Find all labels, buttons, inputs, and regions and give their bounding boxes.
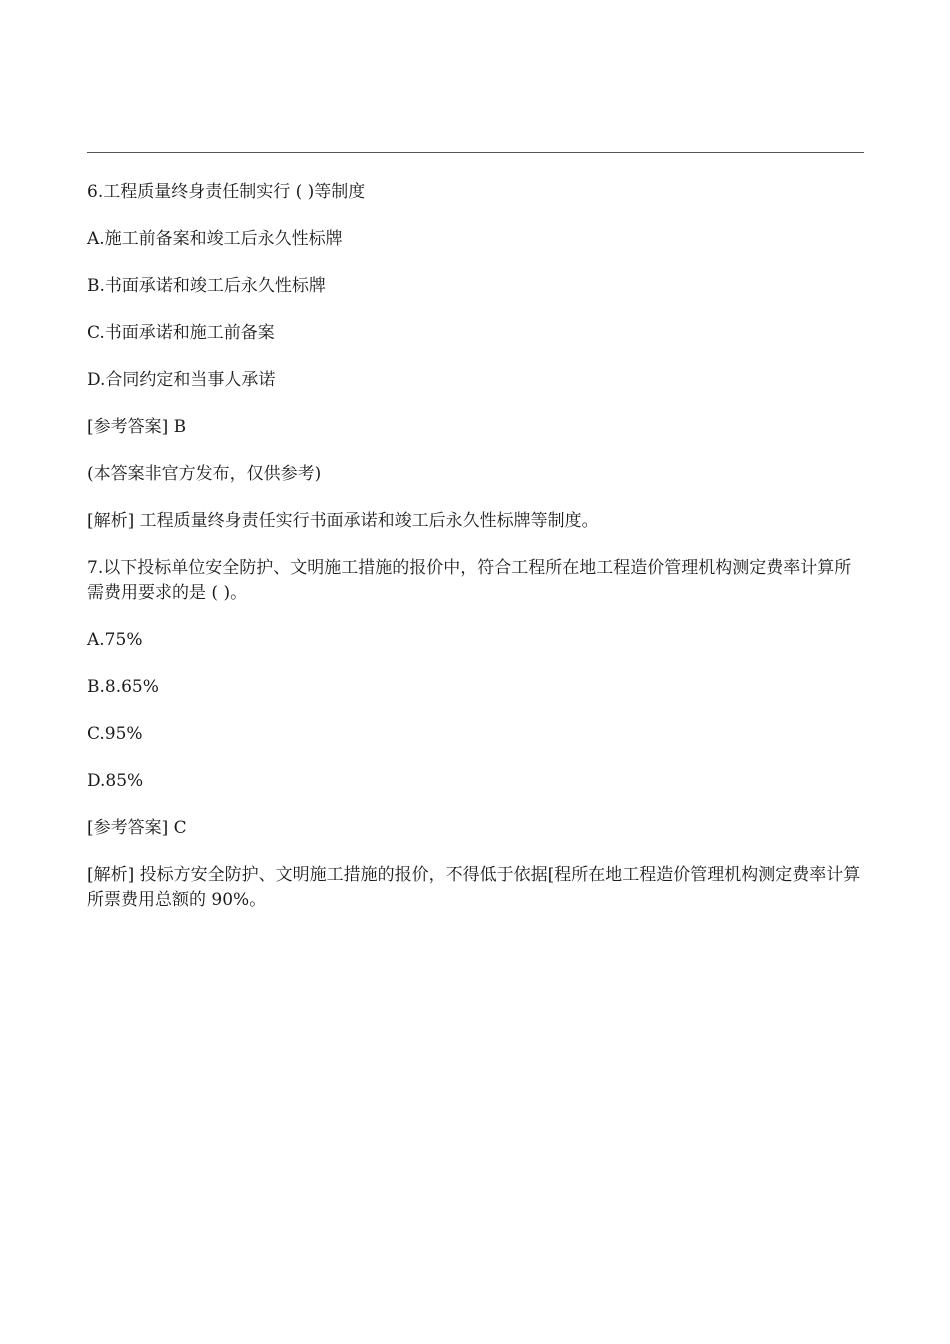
question-7-stem: 7.以下投标单位安全防护、文明施工措施的报价中，符合工程所在地工程造价管理机构测定费率计算所需费用要求的是 ( )。 (87, 558, 852, 603)
question-6-note: (本答案非官方发布，仅供参考) (87, 464, 322, 484)
question-7-analysis: [解析] 投标方安全防护、文明施工措施的报价，不得低于依据[程所在地工程造价管理机构测定费率计算所票费用总额的 90%。 (87, 865, 861, 910)
question-7-option-d: D.85% (87, 771, 144, 791)
document-body (87, 180, 867, 935)
question-6-option-d: D.合同约定和当事人承诺 (87, 370, 276, 390)
question-6-stem: 6.工程质量终身责任制实行 ( )等制度 (87, 182, 366, 202)
header-divider (87, 152, 864, 153)
question-7-option-c: C.95% (87, 724, 143, 744)
question-7-option-a: A.75% (87, 630, 143, 650)
question-7-answer: [参考答案] C (87, 818, 187, 838)
question-6-option-c: C.书面承诺和施工前备案 (87, 323, 275, 343)
question-6-answer: [参考答案] B (87, 417, 187, 437)
question-7-option-b: B.8.65% (87, 677, 159, 697)
question-6-option-a: A.施工前备案和竣工后永久性标牌 (87, 229, 343, 249)
question-6-option-b: B.书面承诺和竣工后永久性标牌 (87, 276, 326, 296)
question-6-analysis: [解析] 工程质量终身责任实行书面承诺和竣工后永久性标牌等制度。 (87, 511, 599, 531)
